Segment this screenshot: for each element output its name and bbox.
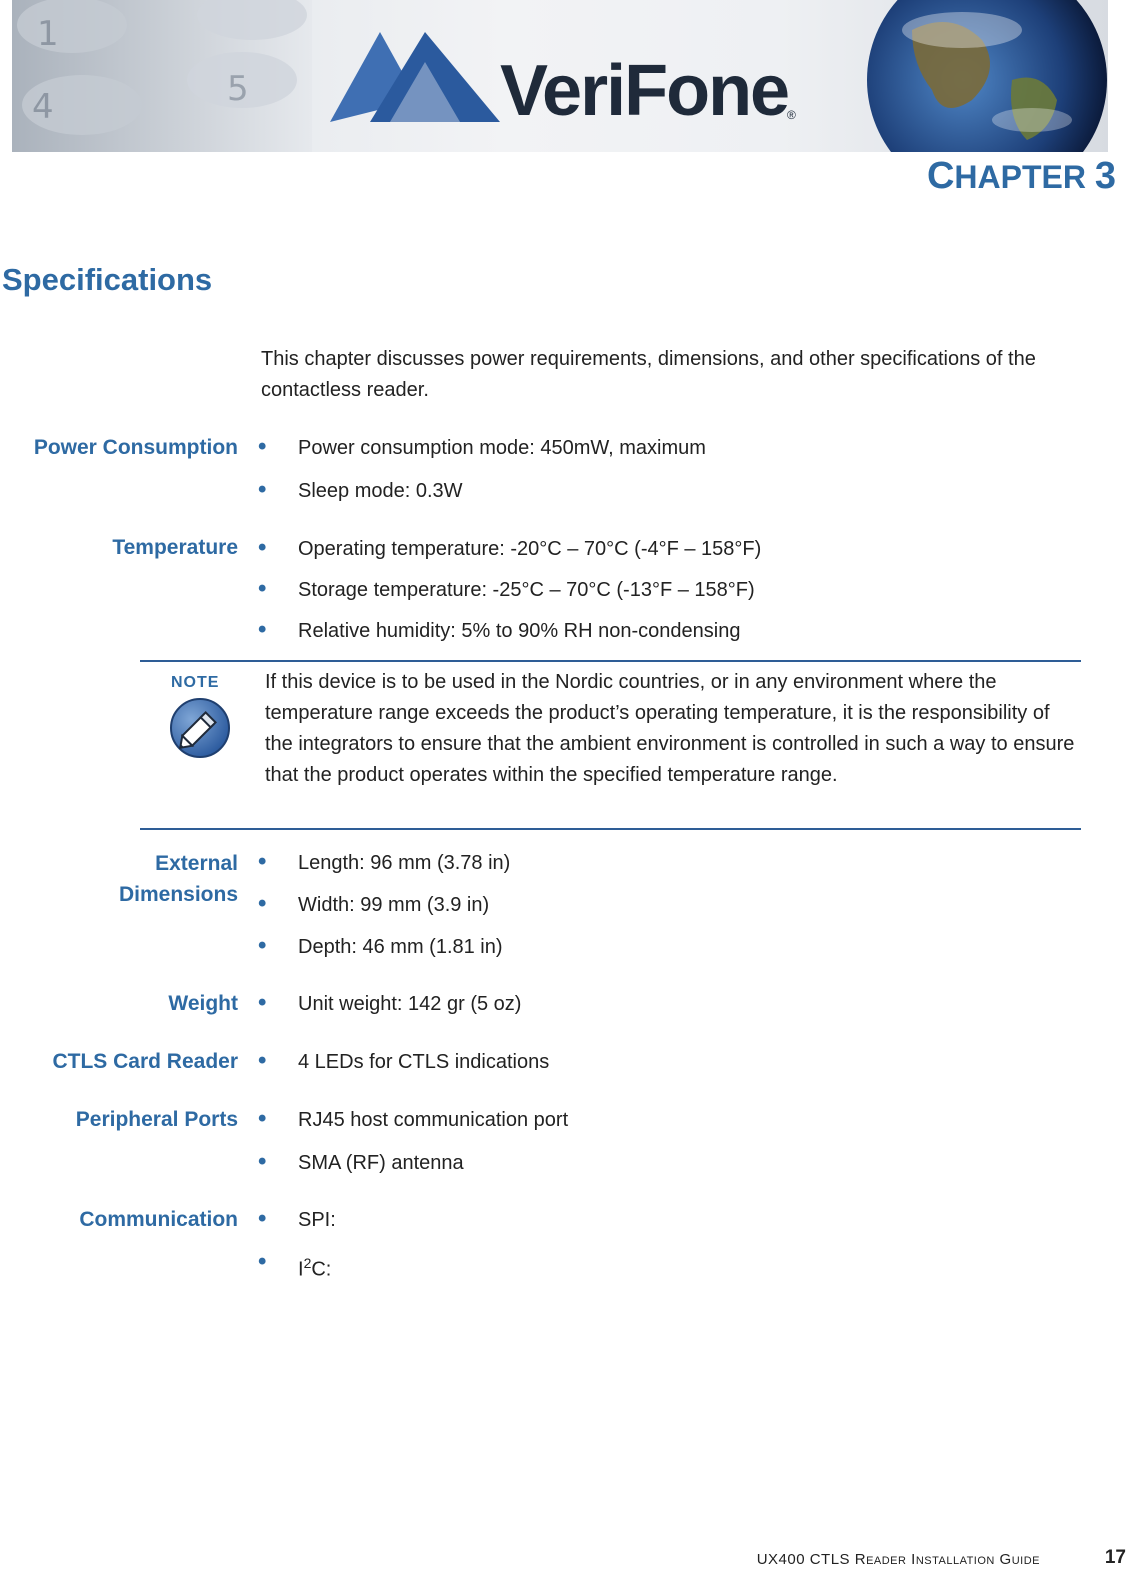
bullet-icon: • [258,534,267,561]
list-item: • Width: 99 mm (3.9 in) [258,890,490,917]
chapter-number: 3 [1094,155,1116,197]
svg-text:4: 4 [32,87,54,127]
bullet-icon: • [258,848,267,875]
list-item: • Power consumption mode: 450mW, maximum [258,433,706,460]
pencil-icon [168,696,232,760]
bullet-icon: • [258,989,267,1016]
list-item: • Unit weight: 142 gr (5 oz) [258,989,522,1016]
section-label-ctls: CTLS Card Reader [52,1050,238,1073]
bullet-icon: • [258,1047,267,1074]
footer-guide-title: UX400 CTLS READER INSTALLATION GUIDE [756,1551,1040,1568]
bullet-icon: • [258,890,267,917]
chapter-prefix: C [926,155,955,197]
globe-image [842,0,1108,152]
list-item: • SMA (RF) antenna [258,1148,464,1175]
list-item: • Sleep mode: 0.3W [258,476,463,503]
section-label-power: Power Consumption [33,436,238,459]
list-item: • 4 LEDs for CTLS indications [258,1047,550,1074]
section-label-ports: Peripheral Ports [75,1108,238,1131]
list-item: • Depth: 46 mm (1.81 in) [258,932,503,959]
note-text: If this device is to be used in the Nordic countries, or in any environment where the temperature range exceeds the product’s operating temperature, it is the responsibility of the integrators to ensure that the ambient environment is controlled in such a way to ensure that the product operates within the specified temperature range. [265,671,1075,786]
section-label-dimensions: External Dimensions [118,852,238,906]
list-item: • Operating temperature: -20°C – 70°C (-4°F – 158°F) [258,534,762,561]
section-label-weight: Weight [168,992,238,1015]
keypad-image [12,0,312,152]
svg-text:5: 5 [227,69,249,109]
bullet-icon: • [258,616,267,643]
bullet-icon: • [258,1105,267,1132]
bullet-icon: • [258,433,267,460]
list-item: • $I^2C$: [258,1248,332,1281]
svg-text:1: 1 [37,14,59,54]
bullet-icon: • [258,1205,267,1232]
verifone-logo-mark [330,22,500,122]
page-number: 17 [1104,1547,1126,1568]
note-label: NOTE [171,674,220,691]
list-item: • Relative humidity: 5% to 90% RH non-condensing [258,616,741,643]
section-label-temperature: Temperature [112,536,238,559]
bullet-icon: • [258,1248,267,1275]
registered-mark: ® [787,108,796,122]
chapter-heading [927,155,1116,198]
list-item: • Length: 96 mm (3.78 in) [258,848,511,875]
chapter-word: HAPTER [954,159,1086,195]
page-title: Specifications [2,262,213,297]
brand-name: VeriFone [500,51,789,131]
note-box [140,660,1081,830]
list-item: • SPI: [258,1205,336,1232]
bullet-icon: • [258,575,267,602]
bullet-icon: • [258,476,267,503]
list-item: • Storage temperature: -25°C – 70°C (-13°F – 158°F) [258,575,755,602]
header-banner [12,0,1108,152]
list-item: • RJ45 host communication port [258,1105,569,1132]
intro-paragraph: This chapter discusses power requirements, dimensions, and other specifications of the contactless reader. [261,348,1036,401]
section-label-communication: Communication [79,1208,238,1231]
bullet-icon: • [258,1148,267,1175]
bullet-icon: • [258,932,267,959]
